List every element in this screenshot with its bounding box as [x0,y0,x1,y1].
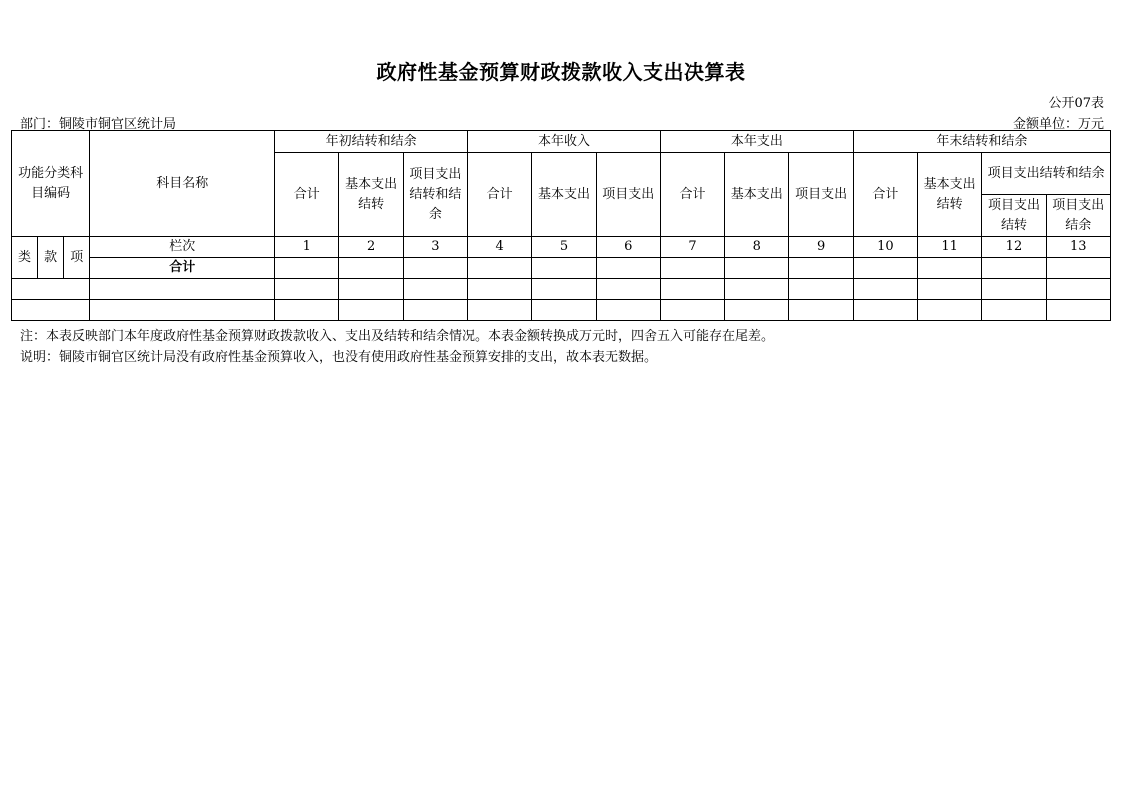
table-cell [725,279,789,300]
form-number: 公开07表 [1048,96,1104,111]
table-cell [12,300,90,321]
line-number: 12 [982,237,1046,258]
table-cell [660,279,724,300]
line-number: 2 [339,237,403,258]
expense-project-header: 项目支出 [789,153,853,237]
table-cell [275,300,339,321]
line-number: 5 [532,237,596,258]
page-title: 政府性基金预算财政拨款收入支出决算表 [376,60,746,84]
closing-project-group-header: 项目支出结转和结余 [982,153,1111,195]
opening-total-header: 合计 [275,153,339,237]
table-cell [725,258,789,279]
department-label: 部门：铜陵市铜官区统计局 [20,117,177,132]
table-cell [982,300,1046,321]
line-number: 6 [596,237,660,258]
table-cell [789,300,853,321]
table-cell [468,279,532,300]
table-cell [853,258,917,279]
table-cell [789,258,853,279]
table-cell [12,279,90,300]
table-cell [918,258,982,279]
table-cell [596,300,660,321]
budget-table [11,130,1111,321]
table-cell [532,279,596,300]
table-cell [403,258,467,279]
line-label: 栏次 [90,237,275,258]
table-cell [468,300,532,321]
closing-balance-header: 年末结转和结余 [853,131,1110,153]
function-class-code-header: 功能分类科目编码 [12,131,90,237]
footnote: 注：本表反映部门本年度政府性基金预算财政拨款收入、支出及结转和结余情况。本表金额转换成万元时，四舍五入可能存在尾差。 [20,329,775,344]
table-cell [660,300,724,321]
line-number: 4 [468,237,532,258]
table-cell [853,279,917,300]
table-cell [339,258,403,279]
table-cell [660,258,724,279]
code-class-header: 类 [12,237,38,279]
table-cell [982,279,1046,300]
table-cell [853,300,917,321]
table-cell [596,258,660,279]
code-section-header: 款 [38,237,64,279]
table-cell [532,258,596,279]
table-cell [725,300,789,321]
table-cell [918,300,982,321]
table-cell [982,258,1046,279]
line-number: 7 [660,237,724,258]
amount-unit-label: 金额单位：万元 [1012,117,1104,132]
table-cell [275,279,339,300]
table-cell [339,279,403,300]
current-expense-header: 本年支出 [660,131,853,153]
line-number: 9 [789,237,853,258]
total-label: 合计 [90,258,275,279]
table-cell [468,258,532,279]
table-cell [90,279,275,300]
expense-total-header: 合计 [660,153,724,237]
closing-project-surplus-header: 项目支出结余 [1046,195,1110,237]
table-cell [403,300,467,321]
table-cell [918,279,982,300]
table-cell [596,279,660,300]
table-cell [1046,300,1110,321]
table-cell [789,279,853,300]
closing-project-carry-header: 项目支出结转 [982,195,1046,237]
opening-basic-header: 基本支出结转 [339,153,403,237]
line-number: 8 [725,237,789,258]
current-income-header: 本年收入 [468,131,661,153]
subject-name-header: 科目名称 [90,131,275,237]
income-project-header: 项目支出 [596,153,660,237]
opening-balance-header: 年初结转和结余 [275,131,468,153]
line-number: 3 [403,237,467,258]
income-total-header: 合计 [468,153,532,237]
table-cell [275,258,339,279]
total-row [12,258,1111,279]
line-number: 13 [1046,237,1110,258]
code-item-header: 项 [64,237,90,279]
table-cell [339,300,403,321]
closing-total-header: 合计 [853,153,917,237]
closing-basic-header: 基本支出结转 [918,153,982,237]
table-cell [1046,279,1110,300]
expense-basic-header: 基本支出 [725,153,789,237]
table-row [12,300,1111,321]
opening-project-header: 项目支出结转和结余 [403,153,467,237]
table-row [12,279,1111,300]
table-cell [532,300,596,321]
income-basic-header: 基本支出 [532,153,596,237]
explanation-note: 说明：铜陵市铜官区统计局没有政府性基金预算收入，也没有使用政府性基金预算安排的支出，故本表无数据。 [20,350,658,365]
line-number: 1 [275,237,339,258]
table-cell [403,279,467,300]
table-cell [90,300,275,321]
table-cell [1046,258,1110,279]
line-number: 11 [918,237,982,258]
line-number: 10 [853,237,917,258]
